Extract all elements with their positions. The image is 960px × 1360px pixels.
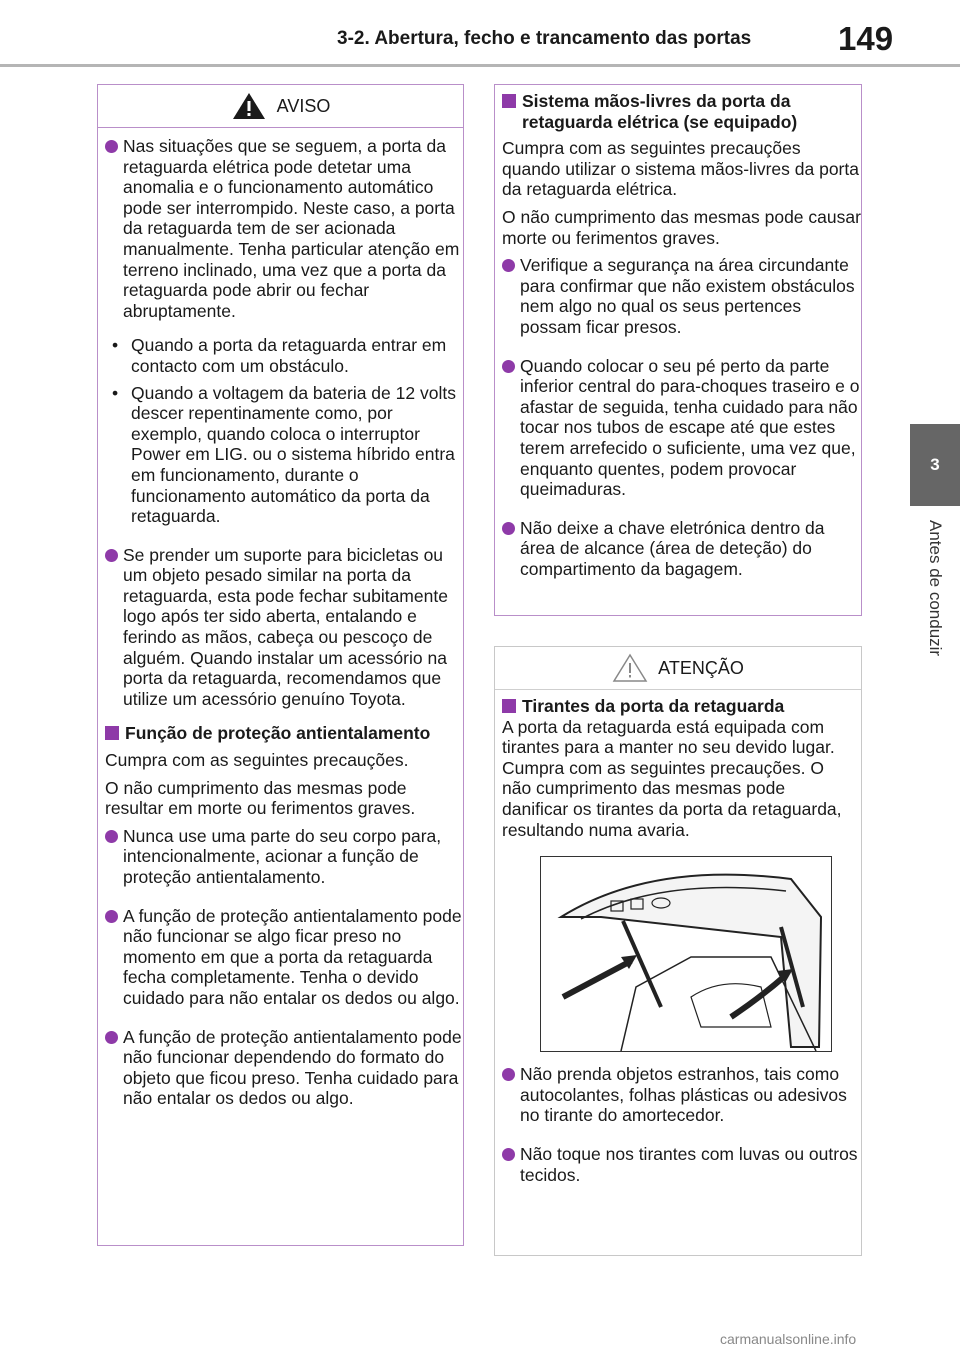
notice-header: [495, 647, 861, 690]
square-bullet-icon: [105, 726, 119, 740]
handsfree-warning-box: [494, 84, 862, 616]
paragraph: Cumpra com as seguintes precauções quando utilizar o sistema mãos-livres da porta da retaguarda elétrica.: [502, 138, 859, 200]
list-item: Quando colocar o seu pé perto da parte inferior central do para-choques traseiro e o afastar de seguida, tenha cuidado para não tocar nos tubos de escape até que estes terem arrefecido o suficiente, uma vez que, enquanto quentes, podem provocar queimaduras.: [502, 356, 861, 500]
list-item: Verifique a segurança na área circundante para confirmar que não existem obstáculos nem algo no qual os seus pertences possam ficar presos.: [502, 255, 861, 337]
warning-header: [98, 85, 463, 128]
header-rule: [0, 64, 960, 67]
bullet-dot-icon: [105, 830, 118, 843]
bullet-dot-icon: [502, 522, 515, 535]
chapter-number: 3: [930, 455, 940, 474]
chapter-tab[interactable]: [910, 424, 960, 506]
bullet-dot-icon: [502, 1068, 515, 1081]
square-bullet-icon: [502, 699, 516, 713]
tailgate-illustration-svg: [541, 857, 831, 1051]
bullet-dot-icon: [105, 1031, 118, 1044]
paragraph: O não cumprimento das mesmas pode resultar em morte ou ferimentos graves.: [105, 777, 416, 819]
notice-box: [494, 646, 862, 1256]
handsfree-body: [495, 85, 861, 579]
list-item: Não toque nos tirantes com luvas ou outros tecidos.: [502, 1144, 861, 1185]
chapter-title: Antes de conduzir: [926, 520, 945, 657]
notice-title: ATENÇÃO: [658, 657, 744, 678]
section-heading: Função de proteção antientalamento: [105, 723, 463, 744]
list-item: Não prenda objetos estranhos, tais como autocolantes, folhas plásticas ou adesivos no tirante do amortecedor.: [502, 1064, 861, 1126]
watermark: carmanualsonline.info: [720, 1331, 857, 1347]
section-heading: Tirantes da porta da retaguarda: [502, 696, 861, 717]
paragraph: O não cumprimento das mesmas pode causar morte ou ferimentos graves.: [502, 206, 861, 248]
bullet-dot-icon: [502, 360, 515, 373]
notice-body: [495, 690, 861, 1185]
bullet-dot-icon: [502, 1148, 515, 1161]
list-item: A função de proteção antientalamento pode não funcionar dependendo do formato do objeto que ficou preso. Tenha cuidado para não entalar os dedos ou algo.: [105, 1027, 463, 1109]
list-item: Se prender um suporte para bicicletas ou um objeto pesado similar na porta da retaguarda, esta pode fechar subitamente logo após ter sido aberta, entalando e ferindo as mãos, cabeça ou pescoço de alguém. Quando instalar um acessório na porta da retaguarda, recomendamos que utilize um acessório genuíno Toyota.: [105, 545, 463, 710]
tailgate-strut-illustration: [540, 856, 832, 1052]
bullet-dot-icon: [105, 140, 118, 153]
bullet-dot-icon: [105, 549, 118, 562]
paragraph: Cumpra com as seguintes precauções.: [105, 750, 409, 771]
page-number: 149: [838, 20, 894, 57]
paragraph: A porta da retaguarda está equipada com tirantes para a manter no seu devido lugar. Cumpra com as seguintes precauções. O não cumprimento das mesmas pode danificar os tirantes da porta da retaguarda, resultando numa avaria.: [502, 716, 842, 840]
section-heading: Sistema mãos-livres da porta da retaguarda elétrica (se equipado): [502, 91, 861, 132]
list-item: Nas situações que se seguem, a porta da retaguarda elétrica pode detetar uma anomalia e o funcionamento automático pode ser interrompido. Neste caso, a porta da retaguarda tem de ser acionada manualmente. Tenha particular atenção em terreno inclinado, uma vez que a porta da retaguarda pode abrir ou fechar abruptamente.: [105, 136, 463, 321]
list-item: Não deixe a chave eletrónica dentro da área de alcance (área de deteção) do compartimento da bagagem.: [502, 518, 861, 580]
warning-box: [97, 84, 464, 1246]
square-bullet-icon: [502, 94, 516, 108]
bullet-dot-icon: [502, 259, 515, 272]
section-title: 3-2. Abertura, fecho e trancamento das portas: [337, 28, 752, 49]
list-item: Nunca use uma parte do seu corpo para, intencionalmente, acionar a função de proteção antientalamento.: [105, 826, 463, 888]
warning-triangle-icon: [231, 91, 267, 121]
bullet-dot-icon: [105, 910, 118, 923]
sub-item: • Quando a porta da retaguarda entrar em contacto com um obstáculo.: [112, 335, 447, 376]
list-item: A função de proteção antientalamento pode não funcionar se algo ficar preso no momento em que a porta da retaguarda fecha completamente. Tenha o devido cuidado para não entalar os dedos ou algo.: [105, 906, 463, 1009]
sub-item: • Quando a voltagem da bateria de 12 volts descer repentinamente como, por exemplo, quando coloca o interruptor Power em LIG. ou o sistema híbrido entra em funcionamento, durante o funcionamento automático da porta da retaguarda.: [112, 382, 456, 527]
warning-body: [98, 128, 463, 1109]
caution-triangle-outline-icon: [612, 653, 648, 683]
warning-title: AVISO: [276, 95, 331, 116]
